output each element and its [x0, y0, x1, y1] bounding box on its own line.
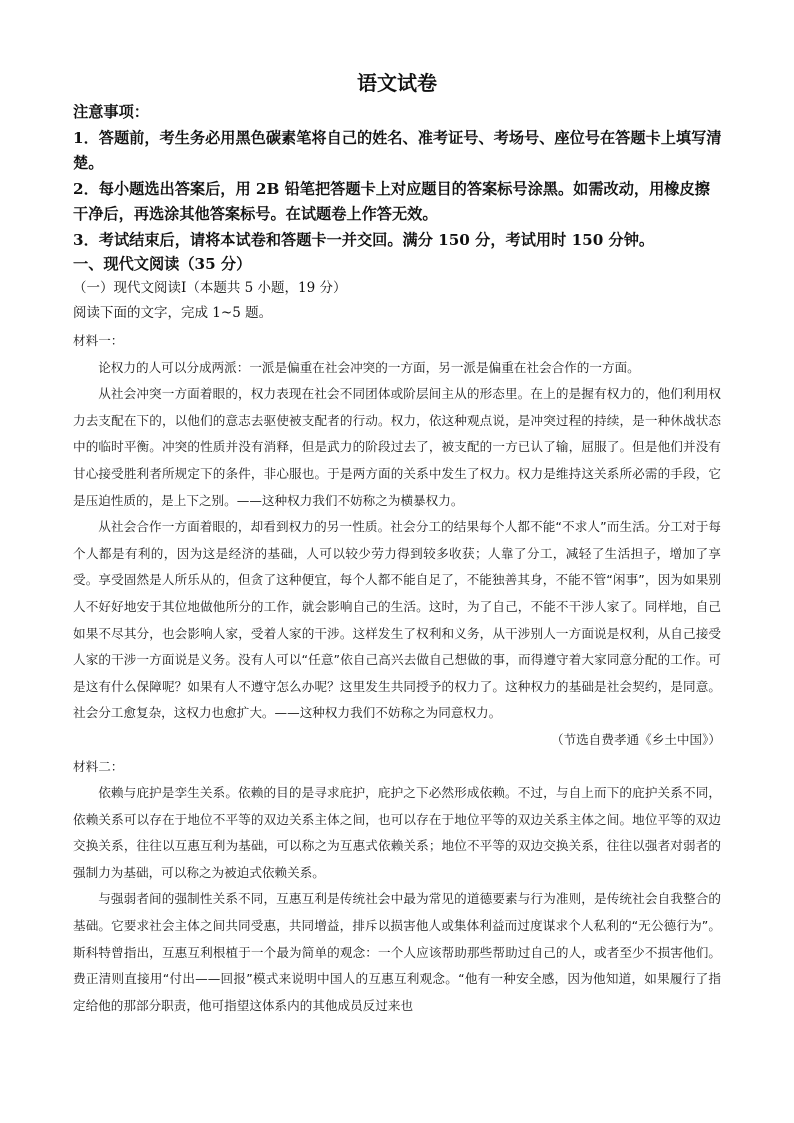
notice-block [73, 100, 723, 253]
reading-instruction: 阅读下面的文字，完成 1~5 题。 [73, 305, 273, 321]
material-1-paragraph: 论权力的人可以分成两派：一派是偏重在社会冲突的一方面，另一派是偏重在社会合作的一方面。 [98, 359, 640, 375]
section-heading: 一、现代文阅读（35 分） [73, 255, 252, 273]
material-1-paragraph: 从社会冲突一方面着眼的，权力表现在社会不同团体或阶层间主从的形态里。在上的是握有权力的，他们利用权力去支配在下的，以他们的意志去驱使被支配者的行动。权力，依这种观点说，是冲突过程的持续，是一种休战状态中的临时平衡。冲突的性质并没有消释，但是武力的阶段过去了，被支配的一方已认了输，屈服了。但是他们并没有甘心接受胜利者所规定下的条件，非心服也。于是两方面的关系中发生了权力。权力是维持这关系所必需的手段，它是压迫性质的，是上下之别。——这种权力我们不妨称之为横暴权力。 [73, 386, 721, 508]
material-1-source: （节选自费孝通《乡土中国》） [550, 731, 721, 747]
reading-passage [73, 328, 721, 1019]
notice-item-3: 3．考试结束后，请将本试卷和答题卡一并交回。满分 150 分，考试用时 150 分钟。 [73, 230, 655, 249]
material-1-label: 材料一： [73, 333, 124, 348]
notice-heading: 注意事项： [73, 103, 149, 121]
notice-item-1: 1．答题前，考生务必用黑色碳素笔将自己的姓名、准考证号、考场号、座位号在答题卡上填写清楚。 [73, 128, 722, 172]
material-1-paragraph: 从社会合作一方面着眼的，却看到权力的另一性质。社会分工的结果每个人都不能“不求人”而生活。分工对于每个人都是有利的，因为这是经济的基础，人可以较少劳力得到较多收获；人靠了分工，减轻了生活担子，增加了享受。享受固然是人所乐从的，但贪了这种便宜，每个人都不能自足了，不能独善其身，不能不管“闲事”，因为如果别人不好好地安于其位地做他所分的工作，就会影响自己的生活。这时，为了自己，不能不干涉人家了。同样地，自己如果不尽其分，也会影响人家，受着人家的干涉。这样发生了权利和义务，从干涉别人一方面说是权利，从自己接受人家的干涉一方面说是义务。没有人可以“任意”依自己高兴去做自己想做的事，而得遵守着大家同意分配的工作。可是这有什么保障呢？如果有人不遵守怎么办呢？这里发生共同授予的权力了。这种权力的基础是社会契约，是同意。社会分工愈复杂，这权力也愈扩大。——这种权力我们不妨称之为同意权力。 [73, 519, 721, 721]
notice-item-2: 2．每小题选出答案后，用 2B 铅笔把答题卡上对应题目的答案标号涂黑。如需改动，用橡皮擦干净后，再选涂其他答案标号。在试题卷上作答无效。 [73, 179, 710, 223]
material-2-label: 材料二： [73, 758, 124, 774]
section-subheading: （一）现代文阅读Ⅰ（本题共 5 小题，19 分） [73, 280, 347, 296]
page-title: 语文试卷 [357, 71, 437, 95]
material-2-paragraph: 与强弱者间的强制性关系不同，互惠互利是传统社会中最为常见的道德要素与行为准则，是传统社会自我整合的基础。它要求社会主体之间共同受惠，共同增益，排斥以损害他人或集体利益而过度谋求个人私利的“无公德行为”。斯科特曾指出，互惠互利根植于一个最为简单的观念：一个人应该帮助那些帮助过自己的人，或者至少不损害他们。费正清则直接用“付出——回报”模式来说明中国人的互惠互利观念。“他有一种安全感，因为他知道，如果履行了指定给他的那部分职责，他可指望这体系内的其他成员反过来也 [73, 891, 721, 1013]
material-2-paragraph: 依赖与庇护是孪生关系。依赖的目的是寻求庇护，庇护之下必然形成依赖。不过，与自上而下的庇护关系不同，依赖关系可以存在于地位不平等的双边关系主体之间，也可以存在于地位平等的双边关系主体之间。地位平等的双边交换关系，往往以互惠互利为基础，可以称之为互惠式依赖关系；地位不平等的双边交换关系，往往以强者对弱者的强制力为基础，可以称之为被迫式依赖关系。 [73, 785, 721, 880]
